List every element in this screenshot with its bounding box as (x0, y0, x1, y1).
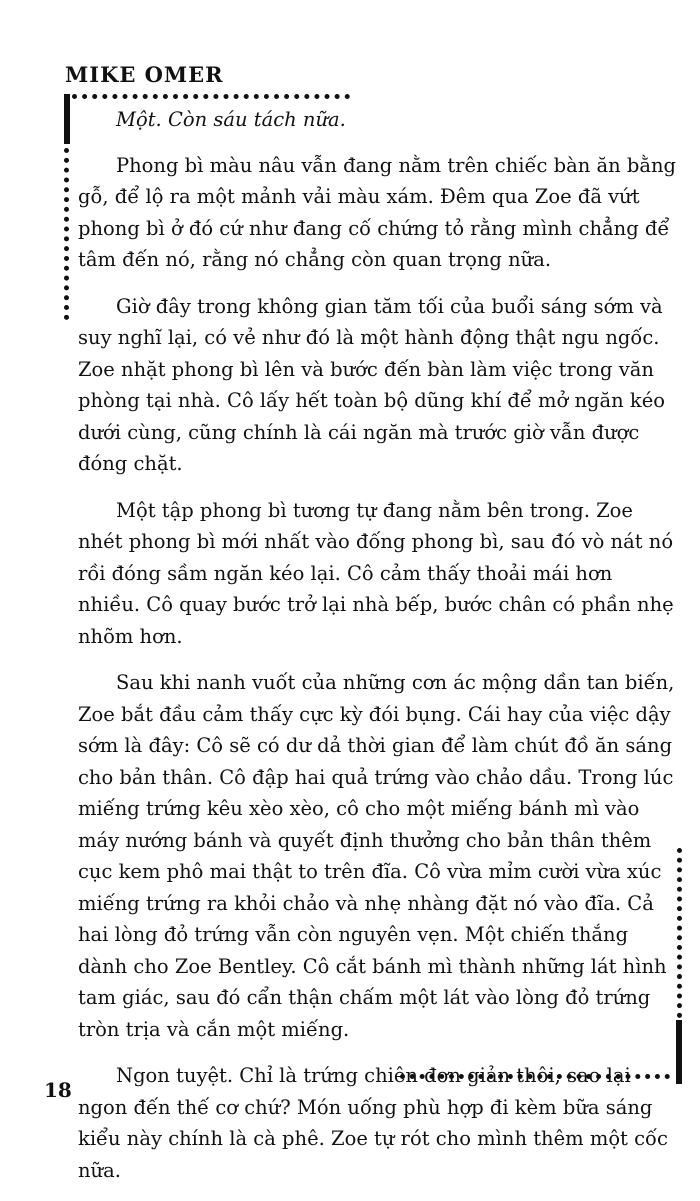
frame-corner-top-left-bar (64, 94, 70, 144)
page-body (78, 104, 678, 1201)
frame-right-dotted-rule (677, 848, 682, 1018)
body-paragraph: Ngon tuyệt. Chỉ là trứng chiên đơn giản thôi, sao lại ngon đến thế cơ chứ? Món uống phù hợp đi kèm bữa sáng kiểu này chính là cà phê. Zoe tự rót cho mình thêm một cốc nữa. (78, 1064, 668, 1182)
body-paragraph: Một tập phong bì tương tự đang nằm bên trong. Zoe nhét phong bì mới nhất vào đống phong bì, sau đó vò nát nó rồi đóng sầm ngăn kéo lại. Cô cảm thấy thoải mái hơn nhiều. Cô quay bước trở lại nhà bếp, bước chân có phần nhẹ nhõm hơn. (78, 498, 674, 648)
body-paragraph: Giờ đây trong không gian tăm tối của buổi sáng sớm và suy nghĩ lại, có vẻ như đó là một hành động thật ngu ngốc. Zoe nhặt phong bì lên và bước đến bàn làm việc trong văn phòng tại nhà. Cô lấy hết toàn bộ dũng khí để mở ngăn kéo dưới cùng, cũng chính là cái ngăn mà trước giờ vẫn được đóng chặt. (78, 294, 666, 475)
frame-top-dotted-rule (72, 94, 350, 99)
opening-line: Một. Còn sáu tách nữa. (116, 108, 346, 131)
body-paragraph: Sau khi nanh vuốt của những cơn ác mộng dần tan biến, Zoe bắt đầu cảm thấy cực kỳ đói bụng. Cái hay của việc dậy sớm là đây: Cô sẽ có dư dả thời gian để làm chút đồ ăn sáng cho bản thân. Cô đập hai quả trứng vào chảo dầu. Trong lúc miếng trứng kêu xèo xèo, cô cho một miếng bánh mì vào máy nướng bánh và quyết định thưởng cho bản thân thêm cục kem phô mai thật to trên đĩa. Cô vừa mỉm cười vừa xúc miếng trứng ra khỏi chảo và nhẹ nhàng đặt nó vào đĩa. Cả hai lòng đỏ trứng vẫn còn nguyên vẹn. Một chiến thắng dành cho Zoe Bentley. Cô cắt bánh mì thành những lát hình tam giác, sau đó cẩn thận chấm một lát vào lòng đỏ trứng tròn trịa và cắn một miếng. (78, 671, 675, 1041)
page-number: 18 (44, 1078, 72, 1102)
frame-corner-bottom-right-bar (676, 1020, 682, 1084)
running-header-author: MIKE OMER (65, 62, 224, 87)
body-paragraph: Phong bì màu nâu vẫn đang nằm trên chiếc bàn ăn bằng gỗ, để lộ ra một mảnh vải màu xám. Đêm qua Zoe đã vứt phong bì ở đó cứ như đang cố chứng tỏ rằng mình chẳng để tâm đến nó, rằng nó chẳng còn quan trọng nữa. (78, 153, 677, 271)
frame-left-dotted-rule (64, 148, 69, 320)
frame-bottom-dotted-rule (400, 1074, 670, 1079)
